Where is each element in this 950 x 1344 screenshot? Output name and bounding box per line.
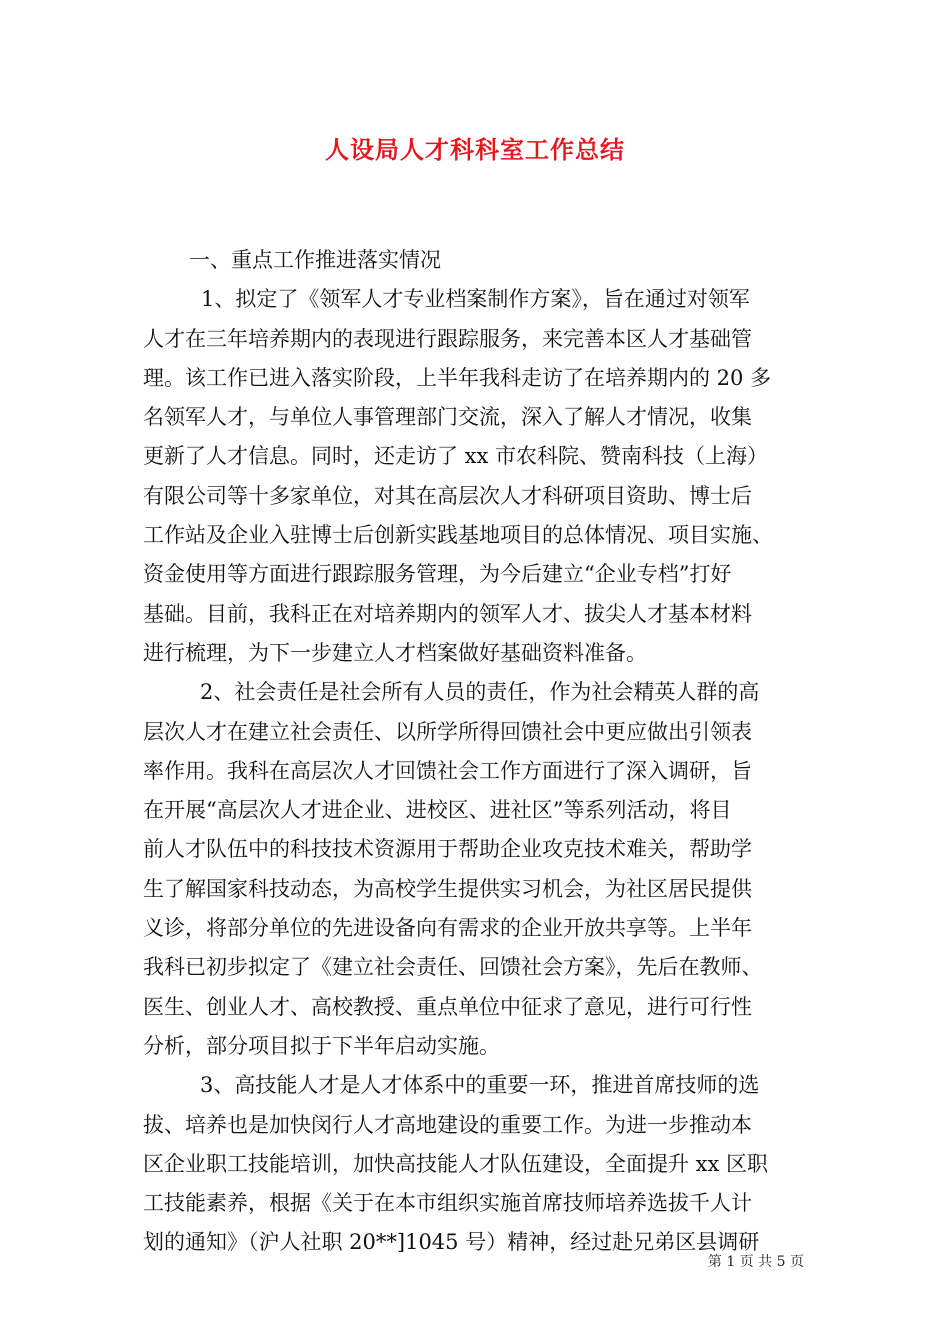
paragraph-line: 更新了人才信息。同时，还走访了 xx 市农科院、赞南科技（上海） [143, 444, 769, 469]
document-title: 人设局人才科科室工作总结 [325, 135, 625, 164]
paragraph-line: 前人才队伍中的科技技术资源用于帮助企业攻克技术难关，帮助学 [143, 837, 752, 862]
paragraph-line: 基础。目前，我科正在对培养期内的领军人才、拔尖人才基本材料 [143, 601, 752, 626]
paragraph-line: 层次人才在建立社会责任、以所学所得回馈社会中更应做出引领表 [143, 719, 752, 744]
paragraph-line: 名领军人才，与单位人事管理部门交流，深入了解人才情况，收集 [143, 405, 752, 430]
paragraph-line: 区企业职工技能培训，加快高技能人才队伍建设，全面提升 xx 区职 [143, 1151, 769, 1176]
paragraph-line: 进行梳理，为下一步建立人才档案做好基础资料准备。 [143, 640, 647, 665]
paragraph-line: 拔、培养也是加快闵行人才高地建设的重要工作。为进一步推动本 [143, 1112, 752, 1137]
page-number: 第 1 页 共 5 页 [707, 1254, 804, 1270]
paragraph-line: 人才在三年培养期内的表现进行跟踪服务，来完善本区人才基础管 [143, 326, 752, 351]
paragraph-line: 工技能素养，根据《关于在本市组织实施首席技师培养选拔千人计 [143, 1191, 752, 1216]
document-body [143, 241, 815, 1263]
paragraph-line: 医生、创业人才、高校教授、重点单位中征求了意见，进行可行性 [143, 994, 752, 1019]
paragraph-line: 义诊，将部分单位的先进设备向有需求的企业开放共享等。上半年 [143, 916, 752, 941]
paragraph-line: 分析，部分项目拟于下半年启动实施。 [143, 1033, 500, 1058]
paragraph-line: 工作站及企业入驻博士后创新实践基地项目的总体情况、项目实施、 [143, 523, 773, 548]
paragraph-line: 理。该工作已进入落实阶段，上半年我科走访了在培养期内的 20 多 [143, 365, 772, 390]
paragraph-line: 资金使用等方面进行跟踪服务管理，为今后建立“企业专档”打好 [143, 562, 732, 587]
paragraph-line: 2、社会责任是社会所有人员的责任，作为社会精英人群的高 [200, 680, 760, 705]
section-heading: 一、重点工作推进落实情况 [189, 248, 441, 272]
paragraph-line: 我科已初步拟定了《建立社会责任、回馈社会方案》，先后在教师、 [143, 955, 763, 980]
paragraph-line: 3、高技能人才是人才体系中的重要一环，推进首席技师的选 [200, 1073, 760, 1098]
paragraph-line: 在开展“高层次人才进企业、进校区、进社区”等系列活动，将目 [143, 798, 732, 823]
paragraph-line: 1、拟定了《领军人才专业档案制作方案》，旨在通过对领军 [201, 287, 750, 312]
paragraph-line: 有限公司等十多家单位，对其在高层次人才科研项目资助、博士后 [143, 483, 752, 508]
paragraph-line: 率作用。我科在高层次人才回馈社会工作方面进行了深入调研，旨 [143, 758, 752, 783]
paragraph-line: 划的通知》（沪人社职 20**]1045 号）精神，经过赴兄弟区县调研 [143, 1230, 760, 1255]
paragraph-line: 生了解国家科技动态，为高校学生提供实习机会，为社区居民提供 [143, 876, 752, 901]
